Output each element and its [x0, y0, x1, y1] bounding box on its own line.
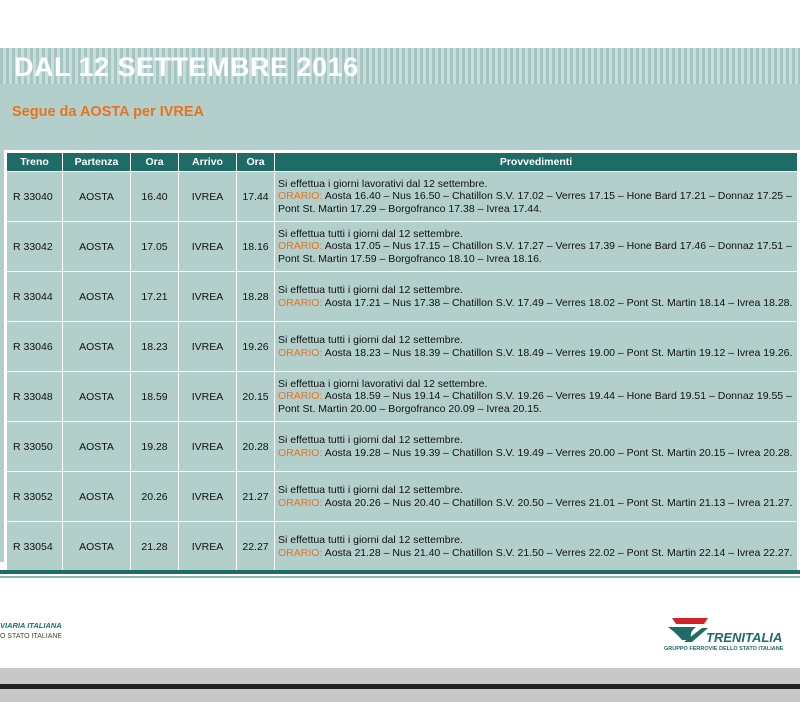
cell-arrivo: IVREA [179, 272, 237, 322]
schedule-line [278, 297, 794, 310]
cell-ora-partenza: 20.26 [131, 472, 179, 522]
orario-label: ORARIO: [278, 190, 323, 203]
orario-label: ORARIO: [278, 240, 323, 253]
cell-ora-partenza: 16.40 [131, 172, 179, 222]
schedule-line [278, 347, 794, 360]
service-note: Si effettua i giorni lavorativi dal 12 settembre. [278, 377, 488, 390]
page-title: DAL 12 SETTEMBRE 2016 [14, 52, 359, 82]
table-row [7, 322, 798, 372]
cell-partenza: AOSTA [63, 272, 131, 322]
cell-treno: R 33040 [7, 172, 63, 222]
cell-ora-partenza: 19.28 [131, 422, 179, 472]
header-arrivo: Arrivo [179, 153, 237, 172]
orario-text: Aosta 20.26 – Nus 20.40 – Chatillon S.V. 20.50 – Verres 21.01 – Pont St. Martin 21.13 – Ivrea 21.27. [324, 496, 793, 509]
cell-provvedimenti [275, 522, 798, 572]
service-note: Si effettua tutti i giorni dal 12 settembre. [278, 484, 463, 496]
orario-label: ORARIO: [278, 390, 323, 403]
cell-arrivo: IVREA [179, 222, 237, 272]
timetable [4, 150, 800, 574]
cell-arrivo: IVREA [179, 472, 237, 522]
orario-text: Aosta 19.28 – Nus 19.39 – Chatillon S.V. 19.49 – Verres 20.00 – Pont St. Martin 20.15 – Ivrea 20.28. [324, 446, 793, 459]
cell-treno: R 33052 [7, 472, 63, 522]
cell-ora-partenza: 18.59 [131, 372, 179, 422]
footer-divider [0, 570, 800, 574]
cell-treno: R 33050 [7, 422, 63, 472]
cell-partenza: AOSTA [63, 422, 131, 472]
table-row [7, 422, 798, 472]
orario-label: ORARIO: [278, 546, 323, 559]
orario-label: ORARIO: [278, 346, 323, 359]
table-row [7, 172, 798, 222]
schedule-line [278, 497, 794, 510]
orario-text: Aosta 21.28 – Nus 21.40 – Chatillon S.V. 21.50 – Verres 22.02 – Pont St. Martin 22.14 – Ivrea 22.27. [324, 546, 793, 559]
cell-arrivo: IVREA [179, 322, 237, 372]
service-note: Si effettua tutti i giorni dal 12 settembre. [278, 284, 463, 296]
cell-treno: R 33046 [7, 322, 63, 372]
service-note: Si effettua tutti i giorni dal 12 settembre. [278, 334, 463, 346]
cell-ora-arrivo: 18.16 [237, 222, 275, 272]
cell-ora-arrivo: 20.28 [237, 422, 275, 472]
footer-left-line2: O STATO ITALIANE [0, 633, 63, 640]
orario-text: Aosta 17.05 – Nus 17.15 – Chatillon S.V. 17.27 – Verres 17.39 – Hone Bard 17.46 – Donnaz 17.51 – Pont St. Martin 17.59 – Borgofranco 18.10 – Ivrea 18.16. [278, 240, 792, 265]
cell-partenza: AOSTA [63, 222, 131, 272]
service-note: Si effettua tutti i giorni dal 12 settembre. [278, 534, 463, 546]
orario-label: ORARIO: [278, 296, 323, 309]
cell-provvedimenti [275, 322, 798, 372]
header-ora-arrivo: Ora [237, 153, 275, 172]
cell-partenza: AOSTA [63, 322, 131, 372]
orario-label: ORARIO: [278, 496, 323, 509]
cell-ora-arrivo: 19.26 [237, 322, 275, 372]
table-row [7, 272, 798, 322]
cell-treno: R 33048 [7, 372, 63, 422]
header-partenza: Partenza [63, 153, 131, 172]
cell-partenza: AOSTA [63, 172, 131, 222]
window-bottom-frame [0, 684, 800, 702]
route-subtitle: Segue da AOSTA per IVREA [12, 104, 205, 120]
footer-left-logo-text [0, 620, 62, 642]
schedule-line [278, 447, 794, 460]
orario-label: ORARIO: [278, 446, 323, 459]
cell-provvedimenti [275, 472, 798, 522]
footer-divider-thin [0, 576, 800, 578]
header-treno: Treno [7, 153, 63, 172]
cell-arrivo: IVREA [179, 372, 237, 422]
cell-ora-arrivo: 22.27 [237, 522, 275, 572]
cell-provvedimenti [275, 222, 798, 272]
cell-provvedimenti [275, 272, 798, 322]
cell-provvedimenti [275, 172, 798, 222]
cell-provvedimenti [275, 422, 798, 472]
table-row [7, 472, 798, 522]
brand-name: TRENITALIA [706, 630, 783, 645]
cell-provvedimenti [275, 372, 798, 422]
header-provvedimenti: Provvedimenti [275, 153, 798, 172]
cell-ora-partenza: 18.23 [131, 322, 179, 372]
cell-arrivo: IVREA [179, 522, 237, 572]
cell-arrivo: IVREA [179, 422, 237, 472]
footer-left-line1: VIARIA ITALIANA [0, 621, 62, 630]
cell-partenza: AOSTA [63, 522, 131, 572]
orario-text: Aosta 17.21 – Nus 17.38 – Chatillon S.V. 17.49 – Verres 18.02 – Pont St. Martin 18.14 – Ivrea 18.28. [324, 296, 793, 309]
schedule-line [278, 190, 794, 215]
cell-ora-partenza: 21.28 [131, 522, 179, 572]
cell-partenza: AOSTA [63, 372, 131, 422]
service-note: Si effettua tutti i giorni dal 12 settembre. [278, 227, 463, 240]
schedule-line [278, 240, 794, 265]
service-note: Si effettua i giorni lavorativi dal 12 settembre. [278, 177, 488, 190]
table-header-row [7, 153, 798, 172]
orario-text: Aosta 18.59 – Nus 19.14 – Chatillon S.V. 19.26 – Verres 19.44 – Hone Bard 19.51 – Donnaz 19.55 – Pont St. Martin 20.00 – Borgofranco 20.09 – Ivrea 20.15. [278, 390, 792, 415]
cell-ora-partenza: 17.21 [131, 272, 179, 322]
orario-text: Aosta 16.40 – Nus 16.50 – Chatillon S.V. 17.02 – Verres 17.15 – Hone Bard 17.21 – Donnaz 17.25 – Pont St. Martin 17.29 – Borgofranco 17.38 – Ivrea 17.44. [278, 190, 792, 215]
cell-arrivo: IVREA [179, 172, 237, 222]
cell-partenza: AOSTA [63, 472, 131, 522]
cell-treno: R 33044 [7, 272, 63, 322]
cell-ora-arrivo: 17.44 [237, 172, 275, 222]
table-row [7, 522, 798, 572]
cell-ora-arrivo: 18.28 [237, 272, 275, 322]
cell-ora-arrivo: 20.15 [237, 372, 275, 422]
cell-ora-arrivo: 21.27 [237, 472, 275, 522]
table-row [7, 372, 798, 422]
schedule-line [278, 547, 794, 560]
header-ora-partenza: Ora [131, 153, 179, 172]
cell-treno: R 33042 [7, 222, 63, 272]
table-row [7, 222, 798, 272]
schedule-line [278, 390, 794, 415]
cell-ora-partenza: 17.05 [131, 222, 179, 272]
orario-text: Aosta 18.23 – Nus 18.39 – Chatillon S.V. 18.49 – Verres 19.00 – Pont St. Martin 19.12 – Ivrea 19.26. [324, 346, 793, 359]
cell-treno: R 33054 [7, 522, 63, 572]
brand-subtitle: GRUPPO FERROVIE DELLO STATO ITALIANE [664, 646, 784, 652]
service-note: Si effettua tutti i giorni dal 12 settembre. [278, 434, 463, 446]
